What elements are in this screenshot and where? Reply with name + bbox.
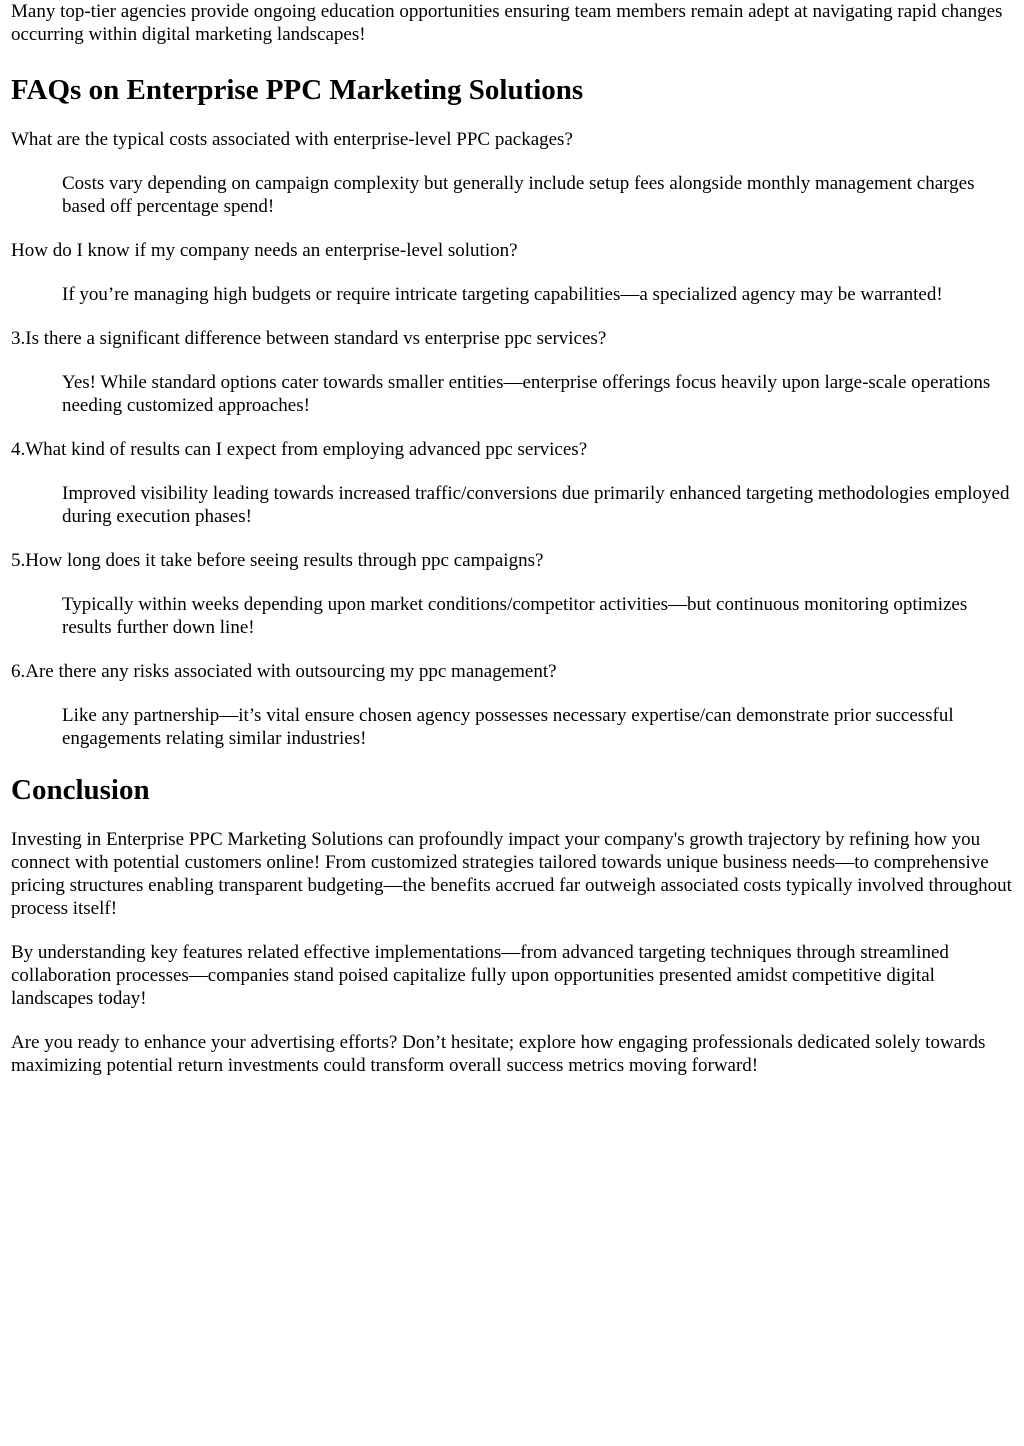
faq-answer: Yes! While standard options cater towards smaller entities—enterprise offerings focus heavily upon large-scale operations needing customized approaches! [62, 372, 991, 416]
faq-answer: Costs vary depending on campaign complexity but generally include setup fees alongside monthly management charges based off percentage spend! [62, 173, 975, 217]
faq-item [11, 438, 1014, 528]
conclusion-paragraph: By understanding key features related effective implementations—from advanced targeting techniques through streamlined collaboration processes—companies stand poised capitalize fully upon opportunities presented amidst competitive digital landscapes today! [11, 942, 949, 1009]
conclusion-heading: Conclusion [11, 774, 150, 806]
faq-item [11, 549, 1014, 639]
conclusion-body [11, 828, 1014, 1077]
faq-question: 6.Are there any risks associated with outsourcing my ppc management? [11, 661, 557, 682]
faq-heading: FAQs on Enterprise PPC Marketing Solutions [11, 74, 584, 106]
faq-item [11, 128, 1014, 218]
intro-paragraph: Many top-tier agencies provide ongoing education opportunities ensuring team members remain adept at navigating rapid changes occurring within digital marketing landscapes! [11, 1, 1003, 45]
faq-item [11, 660, 1014, 750]
faq-answer: Like any partnership—it’s vital ensure chosen agency possesses necessary expertise/can demonstrate prior successful engagements relating similar industries! [62, 705, 954, 749]
faq-question: 4.What kind of results can I expect from employing advanced ppc services? [11, 439, 588, 460]
faq-answer: Typically within weeks depending upon market conditions/competitor activities—but continuous monitoring optimizes results further down line! [62, 594, 968, 638]
faq-question: How do I know if my company needs an enterprise-level solution? [11, 240, 518, 261]
faq-item [11, 239, 1014, 306]
faq-question: 3.Is there a significant difference between standard vs enterprise ppc services? [11, 328, 607, 349]
faq-answer: Improved visibility leading towards increased traffic/conversions due primarily enhanced targeting methodologies employed during execution phases! [62, 483, 1010, 527]
faq-item [11, 327, 1014, 417]
conclusion-paragraph: Investing in Enterprise PPC Marketing Solutions can profoundly impact your company's growth trajectory by refining how you connect with potential customers online! From customized strategies tailored towards unique business needs—to comprehensive pricing structures enabling transparent budgeting—the benefits accrued far outweigh associated costs typically involved throughout process itself! [11, 829, 1012, 919]
faq-question: What are the typical costs associated with enterprise-level PPC packages? [11, 129, 573, 150]
conclusion-paragraph: Are you ready to enhance your advertising efforts? Don’t hesitate; explore how engaging professionals dedicated solely towards maximizing potential return investments could transform overall success metrics moving forward! [11, 1032, 986, 1076]
faq-answer: If you’re managing high budgets or require intricate targeting capabilities—a specialized agency may be warranted! [62, 284, 943, 305]
faq-list [11, 128, 1014, 750]
faq-question: 5.How long does it take before seeing results through ppc campaigns? [11, 550, 544, 571]
